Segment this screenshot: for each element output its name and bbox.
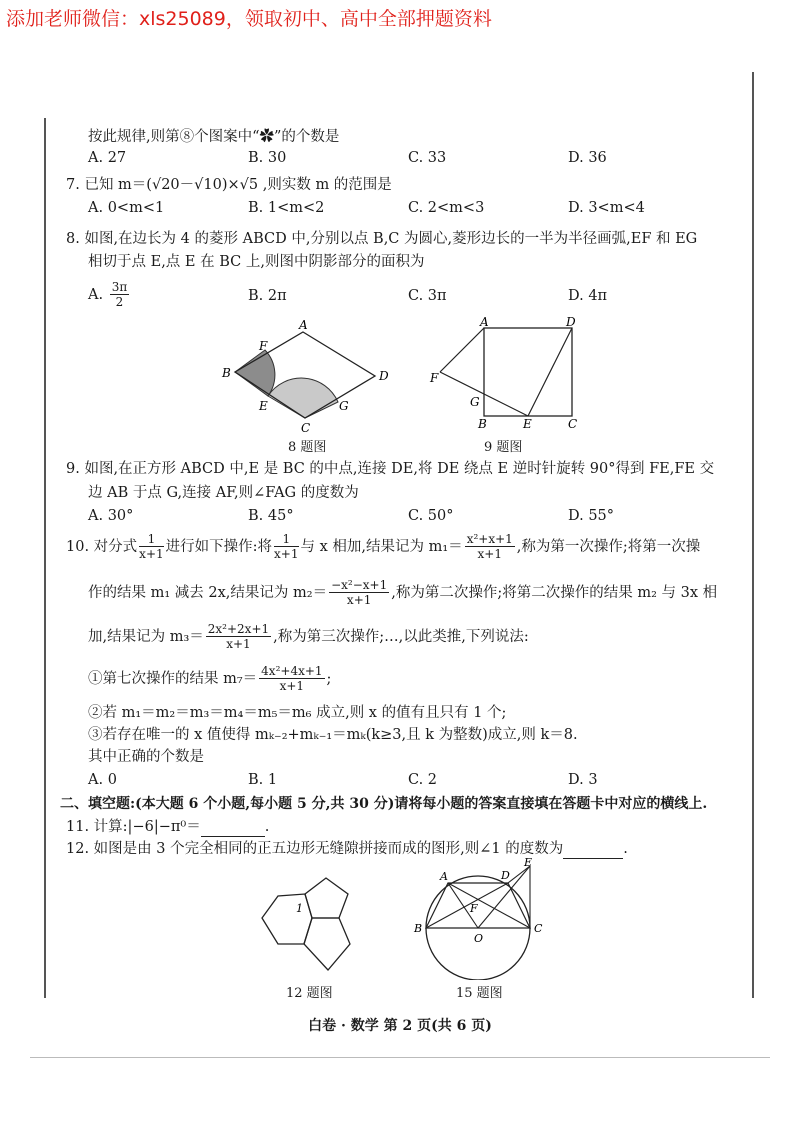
figure-9 [428,316,588,432]
q10-option-b: B. 1 [248,772,278,788]
q10-frac-5 [206,622,271,652]
fig15-label-a: A [440,870,448,883]
fig9-caption: 9 题图 [484,440,523,455]
fig9-label-c: C [568,417,578,431]
q10-frac-1-num: 1 [139,532,163,547]
q10-frac-5-num: 2x²+2x+1 [207,622,270,636]
q10-option-c: C. 2 [408,772,438,788]
q7-option-a: A. 0<m<1 [88,200,165,216]
q10-l1-text-b: 进行如下操作:将 [165,538,273,555]
q10-frac-2-num: 1 [274,532,298,547]
fig9-label-d: D [566,316,576,329]
q10-statement-1 [88,664,331,694]
q10-option-a: A. 0 [88,772,117,788]
fig8-label-b: B [222,366,231,380]
q10-statement-3: ③若存在唯一的 x 值使得 mₖ₋₂+mₖ₋₁＝mₖ(k≥3,且 k 为整数)成立,则 k＝8. [88,727,578,743]
fig8-label-a: A [299,318,308,332]
q10-l2-text-a: 作的结果 m₁ 减去 2x,结果记为 m₂＝ [88,584,328,601]
q6-option-b: B. 30 [248,150,287,166]
fig15-label-e: E [524,858,533,869]
fig8-shaded-sector-b [235,350,275,396]
fig8-label-e: E [259,399,268,413]
fig8-label-f: F [259,339,268,353]
fig8-shaded-sector-c [268,378,338,418]
q9-stem-line1: 9. 如图,在正方形 ABCD 中,E 是 BC 的中点,连接 DE,将 DE 绕点 E 逆时针旋转 90°得到 FE,FE 交 [66,461,715,477]
q7-option-c: C. 2<m<3 [408,200,485,216]
fig12-pentagon-bottom [304,918,350,970]
q10-l3-text-a: 加,结果记为 m₃＝ [88,628,204,645]
q8-option-d: D. 4π [568,288,608,304]
fig9-label-g: G [470,395,480,409]
q10-frac-3-den: x+1 [477,547,502,562]
q10-frac-5-den: x+1 [226,637,251,652]
section-2-heading: 二、填空题:(本大题 6 个小题,每小题 5 分,共 30 分)请将每小题的答案直接填在答题卡中对应的横线上. [60,796,708,812]
fig9-square [484,328,572,416]
fig9-label-a: A [480,316,489,329]
q10-option-d: D. 3 [568,772,598,788]
q8-stem-line1: 8. 如图,在边长为 4 的菱形 ABCD 中,分别以点 B,C 为圆心,菱形边长的一半为半径画弧,EF 和 EG [66,231,698,247]
bottom-rule [30,1057,770,1058]
q10-l2-text-b: ,称为第二次操作;将第二次操作的结果 m₂ 与 3x 相 [391,584,718,601]
q10-line1 [66,532,700,562]
q10-frac-3 [465,532,515,562]
q12-answer-blank [563,840,623,859]
q7-option-d: D. 3<m<4 [568,200,645,216]
q10-frac-2 [274,532,298,562]
fig15-line-bd [426,883,508,928]
q6-option-a: A. 27 [88,150,127,166]
q11: 11. 计算:|−6|−π⁰＝ . [66,818,269,837]
q10-frac-2-den: x+1 [274,547,299,562]
promo-banner: 添加老师微信：xls25089，领取初中、高中全部押题资料 [6,8,492,30]
fig15-label-c: C [534,922,543,935]
q10-statement-2: ②若 m₁＝m₂＝m₃＝m₄＝m₅＝m₆ 成立,则 x 的值有且只有 1 个; [88,705,507,721]
fig8-label-g: G [339,399,349,413]
q8-option-a-label: A. [88,286,104,303]
fig9-label-f: F [430,371,439,385]
fig12-angle-1: 1 [296,902,303,915]
q8-option-a-num: 3π [111,280,128,294]
right-margin-line [752,72,754,998]
fig9-label-b: B [478,417,487,431]
q6-option-d: D. 36 [568,150,607,166]
page-footer: 白卷 · 数学 第 2 页(共 6 页) [308,1018,492,1034]
q10-l1-text-a: 10. 对分式 [66,538,138,555]
fig9-segment-af [440,328,484,372]
fig15-label-f: F [470,902,478,915]
q9-stem-line2: 边 AB 于点 G,连接 AF,则∠FAG 的度数为 [88,485,359,501]
fig15-label-o: O [474,932,484,945]
q8-option-b: B. 2π [248,288,287,304]
q8-option-a-fraction [110,280,130,310]
q10-l1-text-c: 与 x 相加,结果记为 m₁＝ [300,538,463,555]
q9-option-b: B. 45° [248,508,294,524]
figure-15 [410,858,550,980]
q10-frac-1-den: x+1 [139,547,164,562]
q10-s1-text-b: ; [326,670,332,687]
q10-frac-6-den: x+1 [279,679,305,694]
q6-stem: 按此规律,则第⑧个图案中“✿”的个数是 [88,129,340,145]
q12-text: 12. 如图是由 3 个完全相同的正五边形无缝隙拼接而成的图形,则∠1 的度数为 [66,841,564,857]
fig8-label-d: D [379,369,389,383]
fig15-label-b: B [414,922,423,935]
q11-text: 11. 计算:|−6|−π⁰＝ [66,819,201,835]
fig9-segment-de [528,328,572,416]
q10-frac-4 [329,578,389,608]
q10-frac-4-num: −x²−x+1 [331,578,388,592]
q12: 12. 如图是由 3 个完全相同的正五边形无缝隙拼接而成的图形,则∠1 的度数为 . [66,840,628,859]
left-margin-line [44,118,46,998]
q10-frac-4-den: x+1 [346,593,372,608]
q7-option-b: B. 1<m<2 [248,200,325,216]
q10-line3 [88,622,529,652]
q10-s1-text-a: ①第七次操作的结果 m₇＝ [88,670,258,687]
q10-frac-6-num: 4x²+4x+1 [261,664,323,678]
fig15-line-ac [448,883,530,928]
q10-l3-text-b: ,称为第三次操作;…,以此类推,下列说法: [273,628,529,645]
figure-8 [215,318,395,434]
fig15-quad-abcd [426,883,530,928]
q9-option-d: D. 55° [568,508,615,524]
fig12-pentagon-left [262,894,312,944]
fig15-caption: 15 题图 [456,986,503,1001]
fig9-label-e: E [523,417,532,431]
fig15-label-d: D [501,869,510,882]
q8-option-c: C. 3π [408,288,447,304]
fig12-pentagon-top [305,878,348,918]
q10-question: 其中正确的个数是 [88,749,204,765]
q9-option-a: A. 30° [88,508,134,524]
figure-12 [248,866,378,978]
q10-frac-1 [139,532,163,562]
q9-option-c: C. 50° [408,508,454,524]
q6-option-c: C. 33 [408,150,447,166]
q10-frac-3-num: x²+x+1 [466,532,513,546]
q7-stem: 7. 已知 m＝(√20－√10)×√5 ,则实数 m 的范围是 [66,177,392,193]
q8-stem-line2: 相切于点 E,点 E 在 BC 上,则图中阴影部分的面积为 [88,254,425,270]
q10-line2 [88,578,717,608]
fig8-label-c: C [301,421,311,434]
q8-option-a-den: 2 [115,295,124,310]
q8-option-a [88,280,131,310]
q10-frac-6 [259,664,324,694]
q11-answer-blank [201,818,265,837]
q10-l1-text-d: ,称为第一次操作;将第一次操 [516,538,701,555]
fig8-caption: 8 题图 [288,440,327,455]
fig12-caption: 12 题图 [286,986,333,1001]
